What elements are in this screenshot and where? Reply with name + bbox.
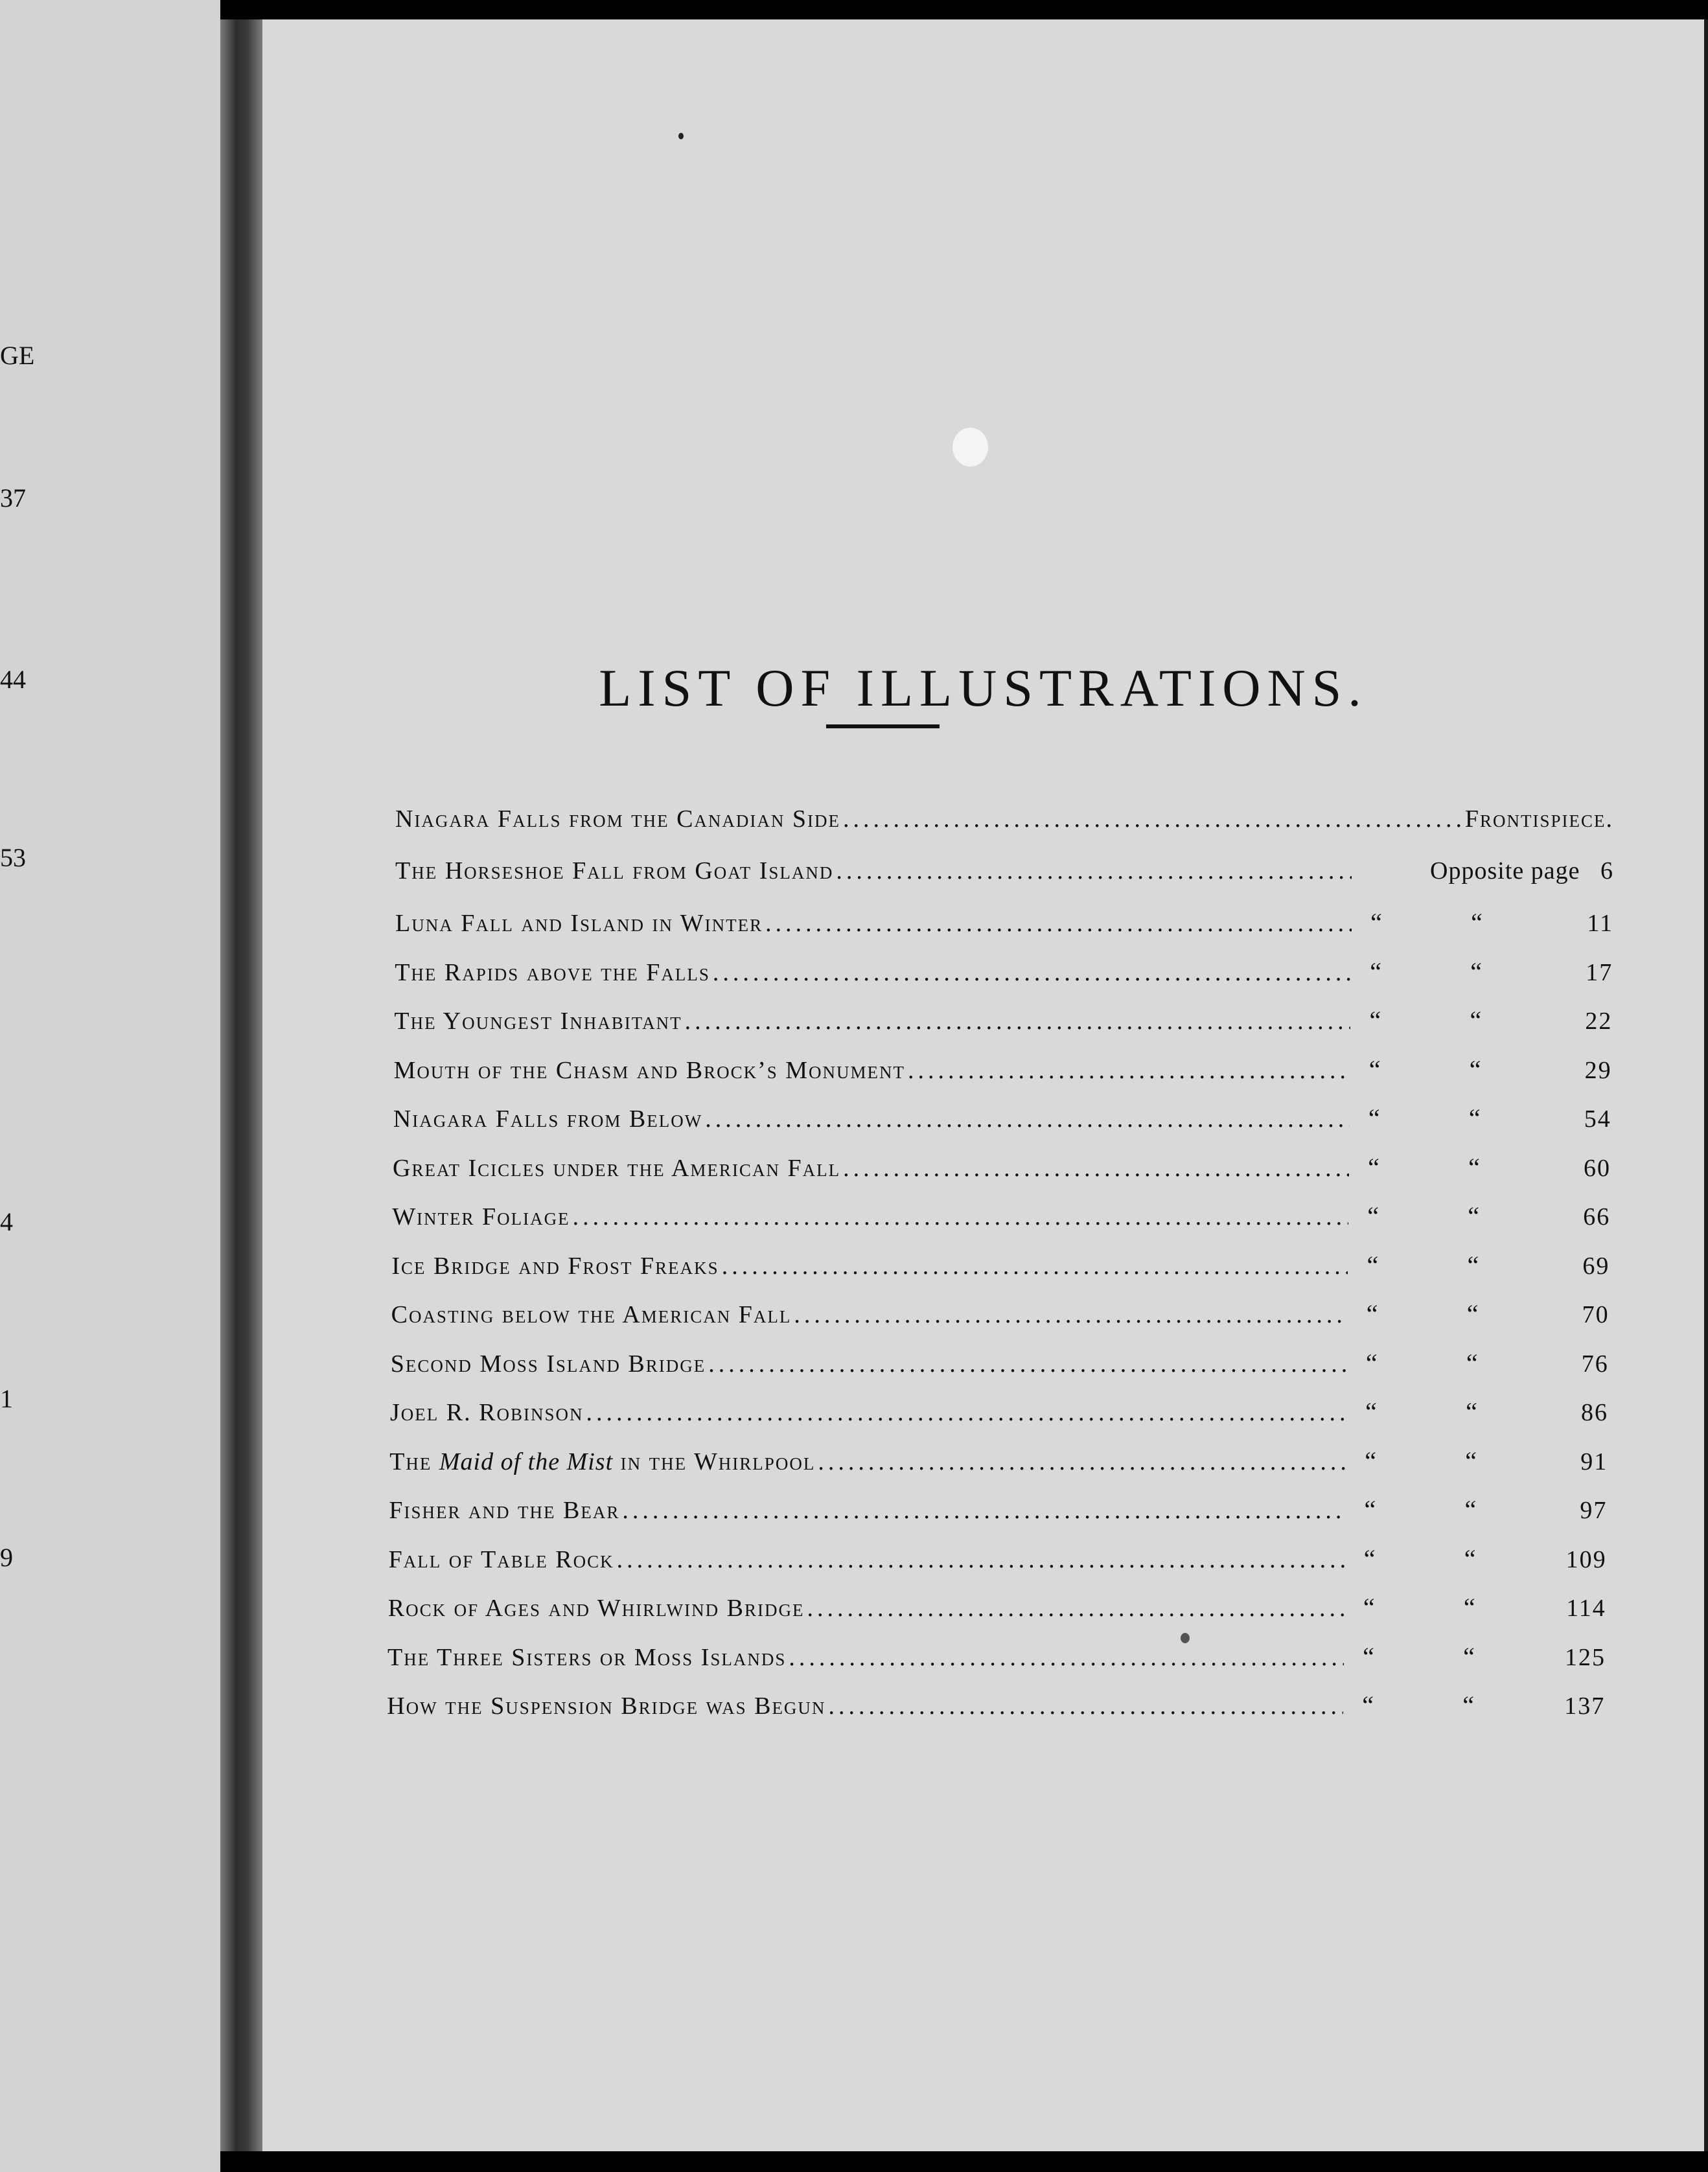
entry-title-part: Great Icicles under the American Fall <box>393 1154 841 1182</box>
entry-title-italic: Maid of the Mist <box>439 1448 614 1475</box>
entry-ref <box>1354 956 1613 987</box>
entry-title-part: Second Moss Island Bridge <box>390 1350 706 1378</box>
ditto-mark: “ <box>1367 1201 1381 1230</box>
entry-ref <box>1350 1299 1610 1329</box>
ditto-mark: “ <box>1368 1054 1382 1084</box>
leader-dots <box>828 1692 1343 1720</box>
page <box>262 19 1708 2151</box>
entry-page: 125 <box>1565 1643 1606 1671</box>
entry-title-part: The Rapids above the Falls <box>395 958 710 986</box>
entry-page: 76 <box>1581 1350 1609 1378</box>
entry-ref <box>1350 1250 1610 1280</box>
list-item <box>387 1690 1605 1729</box>
entry-title-part: Rock of Ages and Whirlwind Bridge <box>387 1595 805 1622</box>
facing-page-fragment: 4 <box>0 1207 13 1236</box>
entry-page: 86 <box>1581 1399 1608 1426</box>
entry-ref: Frontispiece. <box>1464 805 1613 833</box>
entry-title <box>388 1594 805 1623</box>
paper-speck <box>952 428 988 467</box>
entry-ref <box>1354 907 1613 938</box>
list-item <box>390 1396 1608 1435</box>
ditto-mark: “ <box>1365 1348 1379 1378</box>
ditto-mark: “ <box>1470 956 1484 986</box>
ink-speck <box>678 133 684 139</box>
leader-dots <box>722 1252 1348 1280</box>
ditto-mark: “ <box>1368 1152 1381 1182</box>
entry-page: 69 <box>1582 1252 1610 1280</box>
entry-page: 137 <box>1564 1693 1606 1720</box>
leader-dots <box>836 857 1352 885</box>
ditto-mark: “ <box>1363 1593 1376 1622</box>
facing-page-fragment: GE <box>0 341 35 370</box>
ditto-mark: “ <box>1468 1152 1481 1182</box>
ditto-mark: “ <box>1468 1201 1481 1230</box>
entry-page: 6 <box>1600 857 1613 884</box>
ditto-mark: “ <box>1463 1641 1476 1671</box>
entry-page: 60 <box>1584 1154 1611 1182</box>
facing-page-fragment: 9 <box>0 1543 13 1572</box>
facing-page-fragment: 37 <box>0 483 26 513</box>
list-item <box>392 1201 1610 1240</box>
leader-dots <box>908 1056 1350 1085</box>
leader-dots <box>843 805 1462 833</box>
entry-title: The Horseshoe Fall from Goat Island <box>395 857 834 884</box>
entry-page: 114 <box>1566 1595 1606 1622</box>
leader-dots <box>765 909 1352 938</box>
entry-title <box>395 958 710 987</box>
leader-dots <box>622 1496 1345 1525</box>
facing-page <box>0 0 220 2172</box>
entry-title-part: Luna Fall and Island in Winter <box>395 910 763 937</box>
list-item <box>395 956 1613 995</box>
entry-page: 66 <box>1583 1203 1611 1230</box>
entry-title <box>394 1007 682 1035</box>
entry-page: 91 <box>1580 1448 1608 1475</box>
entry-ref <box>1354 857 1613 885</box>
ditto-mark: “ <box>1365 1446 1378 1475</box>
list-item <box>394 1054 1612 1093</box>
entry-ref <box>1349 1396 1608 1427</box>
entry-title <box>394 1056 905 1085</box>
entry-ref <box>1351 1201 1610 1231</box>
entry-title-part: Winter Foliage <box>392 1203 570 1230</box>
list-item <box>387 1641 1606 1680</box>
entry-ref <box>1352 1152 1611 1183</box>
entry-title-part: How the Suspension Bridge was Begun <box>387 1693 826 1720</box>
ditto-mark: “ <box>1468 1103 1482 1133</box>
leader-dots <box>617 1545 1345 1574</box>
entry-title-part: in the Whirlpool <box>613 1448 816 1475</box>
facing-page-fragment: 1 <box>0 1384 13 1413</box>
entry-ref <box>1346 1641 1606 1672</box>
list-item <box>391 1299 1610 1337</box>
entry-title <box>395 909 763 938</box>
entry-title <box>387 1692 825 1720</box>
ditto-mark: “ <box>1365 1397 1378 1426</box>
entry-title <box>391 1350 706 1378</box>
ditto-mark: “ <box>1470 1006 1483 1035</box>
ditto-mark: “ <box>1466 1299 1480 1328</box>
entry-ref <box>1346 1690 1605 1720</box>
entry-title-part: Fisher and the Bear <box>389 1497 620 1524</box>
leader-dots <box>708 1350 1347 1378</box>
list-item <box>389 1494 1607 1533</box>
entry-title-part: The Youngest Inhabitant <box>394 1008 682 1035</box>
entry-title <box>389 1448 815 1476</box>
book-gutter <box>220 19 266 2151</box>
entry-title <box>389 1496 619 1525</box>
entry-title <box>391 1300 792 1329</box>
title-rule <box>826 724 940 728</box>
entry-title-part: Niagara Falls from Below <box>393 1105 703 1133</box>
entry-title <box>390 1398 583 1427</box>
ditto-mark: “ <box>1463 1593 1477 1622</box>
entry-title <box>387 1643 786 1672</box>
leader-dots <box>789 1643 1344 1672</box>
entry-title <box>389 1545 614 1574</box>
list-item <box>395 857 1613 895</box>
list-item <box>388 1592 1606 1631</box>
entry-page: 29 <box>1584 1056 1612 1084</box>
entry-title <box>391 1252 719 1280</box>
entry-title-part: The <box>389 1448 439 1475</box>
list-item <box>394 1005 1612 1044</box>
entry-title-part: Coasting below the American Fall <box>391 1301 792 1328</box>
list-item <box>393 1103 1611 1142</box>
ditto-mark: “ <box>1462 1691 1476 1720</box>
list-item <box>391 1348 1609 1387</box>
ditto-mark: “ <box>1466 1348 1479 1378</box>
leader-dots <box>843 1154 1349 1183</box>
facing-page-fragment: 53 <box>0 843 26 872</box>
page-title: LIST OF ILLUSTRATIONS. <box>599 658 1368 717</box>
ditto-mark: “ <box>1467 1250 1481 1280</box>
entry-ref <box>1347 1592 1606 1623</box>
facing-page-fragment: 44 <box>0 665 26 694</box>
list-item <box>395 907 1613 946</box>
ditto-mark: “ <box>1367 1250 1380 1280</box>
entry-title-part: Fall of Table Rock <box>388 1545 614 1573</box>
entry-ref <box>1353 1054 1612 1085</box>
ditto-mark: “ <box>1370 956 1383 986</box>
entry-title: Niagara Falls from the Canadian Side <box>395 805 841 833</box>
leader-dots <box>713 958 1351 987</box>
ditto-mark: “ <box>1465 1446 1479 1475</box>
entry-page: 22 <box>1585 1008 1613 1035</box>
entry-page: 109 <box>1565 1545 1607 1573</box>
list-item <box>389 1446 1608 1485</box>
ditto-mark: “ <box>1363 1641 1376 1671</box>
ditto-mark: “ <box>1370 908 1383 937</box>
entry-ref <box>1348 1494 1607 1525</box>
list-item <box>393 1152 1611 1191</box>
entry-page: 97 <box>1580 1497 1608 1524</box>
entry-title-part: Ice Bridge and Frost Freaks <box>391 1252 719 1280</box>
leader-dots <box>818 1448 1346 1476</box>
entry-page: 11 <box>1587 910 1613 937</box>
ditto-mark: “ <box>1469 1054 1483 1084</box>
entry-ref <box>1348 1543 1607 1574</box>
ditto-mark: “ <box>1368 1103 1381 1133</box>
entry-title <box>393 1154 840 1183</box>
entry-title <box>392 1203 570 1231</box>
list-item <box>395 805 1613 844</box>
entry-title <box>393 1105 702 1133</box>
leader-dots <box>573 1203 1349 1231</box>
entry-ref <box>1353 1005 1612 1035</box>
list-item <box>391 1250 1610 1289</box>
entry-ref-label: Opposite page <box>1430 857 1580 884</box>
entry-title-part: The Three Sisters or Moss Islands <box>387 1643 787 1671</box>
leader-dots <box>586 1398 1346 1427</box>
ditto-mark: “ <box>1466 1397 1479 1426</box>
ditto-mark: “ <box>1366 1299 1379 1328</box>
entry-ref <box>1350 1348 1609 1378</box>
entry-ref <box>1352 1103 1611 1133</box>
entry-title-part: Joel R. Robinson <box>390 1399 584 1426</box>
leader-dots <box>794 1300 1347 1329</box>
ditto-mark: “ <box>1464 1543 1477 1573</box>
ditto-mark: “ <box>1363 1543 1377 1573</box>
entry-page: 17 <box>1586 958 1613 986</box>
list-item <box>389 1543 1607 1582</box>
leader-dots <box>685 1007 1351 1035</box>
entry-page: 54 <box>1584 1105 1611 1133</box>
entry-ref <box>1348 1446 1608 1476</box>
entry-title-part: Mouth of the Chasm and Brock’s Monument <box>393 1056 906 1084</box>
ditto-mark: “ <box>1362 1691 1376 1720</box>
ditto-mark: “ <box>1464 1495 1478 1524</box>
leader-dots <box>705 1105 1350 1133</box>
entry-page: 70 <box>1582 1301 1610 1328</box>
ditto-mark: “ <box>1364 1495 1378 1524</box>
leader-dots <box>807 1594 1344 1623</box>
ditto-mark: “ <box>1369 1006 1383 1035</box>
ditto-mark: “ <box>1471 908 1484 937</box>
